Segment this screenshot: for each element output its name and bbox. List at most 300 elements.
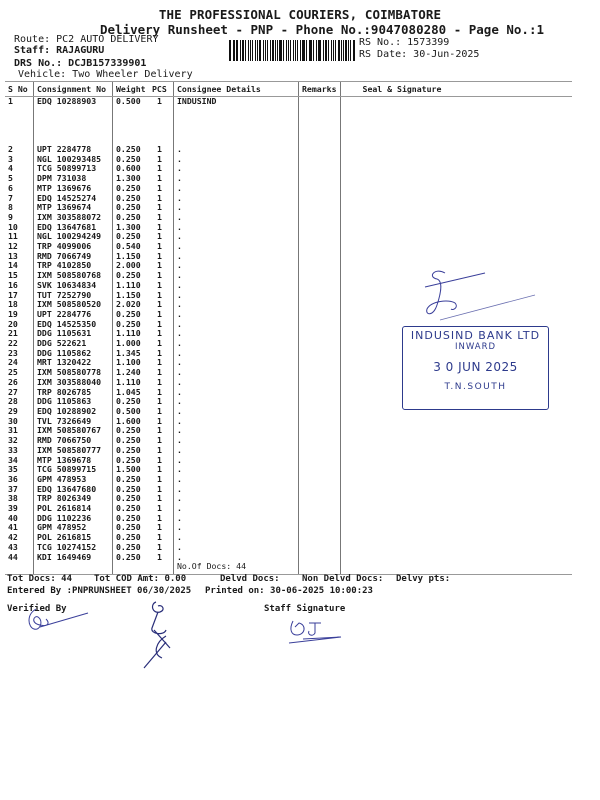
row-consignment-no: SVK 10634834	[34, 281, 113, 291]
row-weight: 1.100	[113, 358, 150, 368]
barcode-bar	[233, 40, 234, 61]
barcode-icon	[229, 40, 356, 61]
row-consignee-details: .	[174, 465, 299, 475]
row-remarks	[299, 174, 341, 184]
row-sno: 14	[8, 260, 18, 271]
row-weight: 1.500	[113, 465, 150, 475]
row-consignee-details: .	[174, 426, 299, 436]
row-consignee-details: .	[174, 456, 299, 466]
row-consignment-no: TRP 8026785	[34, 388, 113, 398]
row-remarks	[299, 223, 341, 233]
row-weight: 1.000	[113, 339, 150, 349]
barcode-bar	[297, 40, 298, 61]
row-sno: 23	[8, 347, 18, 358]
col-consignment-no: Consignment No	[34, 82, 113, 97]
row-consignment-no: EDQ 10288903	[34, 97, 113, 146]
row-consignee-details: .	[174, 320, 299, 330]
row-pcs: 1	[157, 551, 162, 562]
row-seal-signature	[340, 223, 572, 233]
barcode-bar	[250, 40, 252, 61]
row-consignee-details: .	[174, 553, 299, 563]
row-weight: 0.250	[113, 397, 150, 407]
row-pcs: 1	[157, 308, 162, 319]
row-weight: 0.250	[113, 456, 150, 466]
barcode-bar	[283, 40, 285, 61]
barcode-bar	[265, 40, 267, 61]
row-sno: 28	[8, 396, 18, 407]
row-remarks	[299, 523, 341, 533]
row-remarks	[299, 261, 341, 271]
row-sno: 3	[8, 153, 13, 164]
company-title: THE PROFESSIONAL COURIERS, COIMBATORE	[158, 7, 442, 22]
barcode-bar	[325, 40, 327, 61]
row-sno: 42	[8, 532, 18, 543]
barcode-bar	[353, 40, 355, 61]
total-cod-amount: Tot COD Amt: 0.00	[94, 574, 187, 584]
table-row	[5, 97, 572, 146]
row-consignee-details: .	[174, 242, 299, 252]
row-weight: 0.250	[113, 155, 150, 165]
row-consignee-details: .	[174, 533, 299, 543]
row-seal-signature	[340, 485, 572, 495]
barcode-bar	[248, 40, 249, 61]
row-consignment-no: POL 2616815	[34, 533, 113, 543]
barcode-bar	[229, 40, 231, 61]
row-sno: 19	[8, 308, 18, 319]
barcode-bar	[323, 40, 324, 61]
barcode-bar	[288, 40, 289, 61]
row-consignment-no: UPT 2284776	[34, 310, 113, 320]
row-weight: 1.110	[113, 329, 150, 339]
row-remarks	[299, 504, 341, 514]
row-consignment-no: EDQ 14525350	[34, 320, 113, 330]
total-docs: Tot Docs: 44	[7, 574, 73, 584]
row-sno: 16	[8, 279, 18, 290]
row-remarks	[299, 349, 341, 359]
row-weight: 1.300	[113, 174, 150, 184]
row-remarks	[299, 358, 341, 368]
row-weight: 0.250	[113, 436, 150, 446]
row-sno: 24	[8, 357, 18, 368]
row-consignee-details: .	[174, 329, 299, 339]
barcode-bar	[350, 40, 351, 61]
table-footer-row	[5, 562, 572, 575]
row-consignee-details: .	[174, 252, 299, 262]
row-consignee-details: .	[174, 174, 299, 184]
barcode-bar	[263, 40, 264, 61]
row-sno: 22	[8, 338, 18, 349]
row-sno: 41	[8, 522, 18, 533]
row-sno: 6	[8, 182, 13, 193]
row-pcs: 1	[157, 221, 162, 232]
row-weight: 0.250	[113, 203, 150, 213]
row-seal-signature	[340, 475, 572, 485]
verifier-signature-icon	[20, 605, 90, 635]
row-weight: 1.345	[113, 349, 150, 359]
row-seal-signature	[340, 436, 572, 446]
row-consignee-details: .	[174, 145, 299, 155]
row-weight: 1.150	[113, 252, 150, 262]
row-weight: 2.020	[113, 300, 150, 310]
barcode-bar	[272, 40, 274, 61]
row-consignment-no: IXM 508580768	[34, 271, 113, 281]
row-remarks	[299, 417, 341, 427]
rs-number: RS No.: 1573399	[359, 37, 450, 48]
row-consignee-details: .	[174, 446, 299, 456]
row-pcs: 1	[157, 405, 162, 416]
row-sno: 36	[8, 473, 18, 484]
row-pcs: 1	[157, 444, 162, 455]
stamp-region: T.N.SOUTH	[444, 382, 507, 392]
barcode-bar	[279, 40, 281, 61]
table-row	[5, 514, 572, 524]
row-pcs: 1	[157, 454, 162, 465]
row-sno: 2	[8, 144, 13, 154]
stamp-bank-name: INDUSIND BANK LTD	[410, 329, 541, 342]
row-seal-signature	[340, 252, 572, 262]
row-remarks	[299, 213, 341, 223]
row-weight: 0.250	[113, 485, 150, 495]
row-sno: 39	[8, 503, 18, 514]
row-pcs: 1	[157, 338, 162, 349]
row-sno: 37	[8, 483, 18, 494]
row-consignee-details: .	[174, 397, 299, 407]
row-remarks	[299, 533, 341, 543]
row-consignee-details: .	[174, 514, 299, 524]
row-pcs: 1	[157, 182, 162, 193]
row-remarks	[299, 145, 341, 155]
row-pcs: 1	[157, 299, 162, 310]
row-consignee-details: .	[174, 388, 299, 398]
row-consignment-no: EDQ 10288902	[34, 407, 113, 417]
recipient-signature-icon	[415, 265, 545, 325]
row-sno: 29	[8, 405, 18, 416]
row-weight: 0.250	[113, 184, 150, 194]
row-sno: 1	[8, 96, 13, 106]
row-consignment-no: TVL 7326649	[34, 417, 113, 427]
row-seal-signature	[340, 155, 572, 165]
row-remarks	[299, 485, 341, 495]
row-weight: 0.250	[113, 523, 150, 533]
row-weight: 0.500	[113, 97, 150, 146]
row-pcs: 1	[157, 347, 162, 358]
row-consignee-details: .	[174, 349, 299, 359]
stamp-date: 3 0 JUN 2025	[433, 360, 518, 374]
row-consignment-no: IXM 303588072	[34, 213, 113, 223]
row-seal-signature	[340, 543, 572, 553]
row-pcs: 1	[157, 532, 162, 543]
row-consignment-no: TRP 8026349	[34, 494, 113, 504]
delivery-points: Delvy pts:	[396, 574, 451, 584]
row-weight: 1.110	[113, 281, 150, 291]
row-consignment-no: IXM 508580520	[34, 300, 113, 310]
row-seal-signature	[340, 514, 572, 524]
row-sno: 10	[8, 221, 18, 232]
row-consignee-details: .	[174, 368, 299, 378]
row-weight: 2.000	[113, 261, 150, 271]
row-pcs: 1	[157, 357, 162, 368]
row-weight: 0.250	[113, 271, 150, 281]
row-seal-signature	[340, 417, 572, 427]
table-row	[5, 164, 572, 174]
vehicle-label: Vehicle: Two Wheeler Delivery	[18, 69, 193, 80]
row-remarks	[299, 456, 341, 466]
row-consignment-no: DDG 1102236	[34, 514, 113, 524]
row-sno: 21	[8, 328, 18, 339]
row-remarks	[299, 164, 341, 174]
barcode-bar	[316, 40, 317, 61]
row-sno: 32	[8, 435, 18, 446]
barcode-bar	[345, 40, 347, 61]
row-weight: 1.240	[113, 368, 150, 378]
row-sno: 38	[8, 493, 18, 504]
row-sno: 5	[8, 173, 13, 184]
col-consignee-details: Consignee Details	[174, 82, 299, 97]
row-remarks	[299, 281, 341, 291]
delivered-docs: Delvd Docs:	[220, 574, 280, 584]
row-seal-signature	[340, 426, 572, 436]
row-weight: 1.045	[113, 388, 150, 398]
rs-date: RS Date: 30-Jun-2025	[359, 49, 480, 60]
row-consignee-details: .	[174, 310, 299, 320]
row-consignment-no: IXM 508580778	[34, 368, 113, 378]
barcode-bar	[309, 40, 310, 61]
row-consignee-details: .	[174, 223, 299, 233]
row-remarks	[299, 194, 341, 204]
row-pcs: 1	[157, 328, 162, 339]
runsheet-subtitle: Delivery Runsheet - PNP - Phone No.:9047080280 - Page No.:1	[100, 22, 545, 37]
row-consignee-details: .	[174, 523, 299, 533]
staff-signature-icon	[285, 615, 350, 645]
row-seal-signature	[340, 504, 572, 514]
row-consignee-details: .	[174, 261, 299, 271]
row-weight: 1.300	[113, 223, 150, 233]
row-sno: 34	[8, 454, 18, 465]
row-weight: 0.250	[113, 543, 150, 553]
row-weight: 0.250	[113, 494, 150, 504]
row-pcs: 1	[157, 541, 162, 552]
row-consignment-no: DDG 1105862	[34, 349, 113, 359]
row-consignee-details: .	[174, 339, 299, 349]
row-consignee-details: .	[174, 475, 299, 485]
row-weight: 0.250	[113, 213, 150, 223]
row-consignment-no: TUT 7252790	[34, 291, 113, 301]
row-remarks	[299, 320, 341, 330]
row-consignment-no: UPT 2284778	[34, 145, 113, 155]
row-remarks	[299, 388, 341, 398]
row-weight: 1.150	[113, 291, 150, 301]
row-weight: 0.250	[113, 514, 150, 524]
bank-inward-stamp	[402, 326, 549, 410]
row-remarks	[299, 514, 341, 524]
row-pcs: 1	[157, 503, 162, 514]
row-consignee-details: .	[174, 436, 299, 446]
row-sno: 30	[8, 415, 18, 426]
row-weight: 0.250	[113, 194, 150, 204]
row-pcs: 1	[157, 415, 162, 426]
row-consignment-no: RMD 7066749	[34, 252, 113, 262]
row-remarks	[299, 310, 341, 320]
row-consignee-details: .	[174, 271, 299, 281]
barcode-bar	[328, 40, 329, 61]
row-consignee-details: .	[174, 300, 299, 310]
row-sno: 18	[8, 299, 18, 310]
barcode-bar	[331, 40, 332, 61]
row-seal-signature	[340, 523, 572, 533]
staff-signature-label: Staff Signature	[264, 604, 346, 614]
barcode-bar	[318, 40, 319, 61]
row-remarks	[299, 543, 341, 553]
barcode-bar	[293, 40, 295, 61]
row-remarks	[299, 368, 341, 378]
row-remarks	[299, 436, 341, 446]
row-consignment-no: DDG 1105631	[34, 329, 113, 339]
row-consignment-no: DDG 1105863	[34, 397, 113, 407]
row-remarks	[299, 494, 341, 504]
staff-label: Staff: RAJAGURU	[14, 45, 105, 56]
row-consignment-no: TRP 4102850	[34, 261, 113, 271]
row-consignee-details: .	[174, 203, 299, 213]
col-sno: S No	[5, 82, 34, 97]
table-row	[5, 465, 572, 475]
row-consignment-no: MRT 1320422	[34, 358, 113, 368]
table-row	[5, 553, 572, 563]
row-consignment-no: EDQ 13647680	[34, 485, 113, 495]
row-weight: 0.250	[113, 145, 150, 155]
row-remarks	[299, 203, 341, 213]
row-sno: 31	[8, 425, 18, 436]
row-pcs: 1	[157, 512, 162, 523]
barcode-bar	[313, 40, 314, 61]
row-sno: 40	[8, 512, 18, 523]
row-pcs: 1	[157, 493, 162, 504]
barcode-bar	[270, 40, 271, 61]
row-weight: 0.250	[113, 426, 150, 436]
row-pcs: 1	[157, 144, 162, 154]
row-consignment-no: NGL 100294249	[34, 232, 113, 242]
barcode-bar	[295, 40, 296, 61]
row-weight: 0.250	[113, 320, 150, 330]
row-consignment-no: GPM 478953	[34, 475, 113, 485]
row-remarks	[299, 242, 341, 252]
row-consignment-no: EDQ 13647681	[34, 223, 113, 233]
row-pcs: 1	[157, 211, 162, 222]
row-seal-signature	[340, 494, 572, 504]
table-header-row	[5, 82, 572, 97]
row-seal-signature	[340, 232, 572, 242]
row-remarks	[299, 155, 341, 165]
row-sno: 35	[8, 464, 18, 475]
row-consignment-no: DPM 731038	[34, 174, 113, 184]
row-consignment-no: IXM 303588040	[34, 378, 113, 388]
row-consignee-details: .	[174, 281, 299, 291]
row-pcs: 1	[157, 241, 162, 252]
row-remarks	[299, 475, 341, 485]
row-remarks	[299, 232, 341, 242]
row-consignee-details: .	[174, 291, 299, 301]
row-sno: 26	[8, 376, 18, 387]
barcode-bar	[290, 40, 291, 61]
row-consignee-details: INDUSIND	[174, 97, 299, 146]
barcode-bar	[267, 40, 268, 61]
row-weight: 1.110	[113, 378, 150, 388]
row-seal-signature	[340, 97, 572, 146]
row-consignment-no: MTP 1369678	[34, 456, 113, 466]
barcode-bar	[242, 40, 244, 61]
row-consignment-no: TCG 50899713	[34, 164, 113, 174]
row-remarks	[299, 426, 341, 436]
row-seal-signature	[340, 184, 572, 194]
barcode-bar	[319, 40, 321, 61]
row-weight: 0.600	[113, 164, 150, 174]
row-weight: 0.250	[113, 310, 150, 320]
row-consignment-no: RMD 7066750	[34, 436, 113, 446]
row-remarks	[299, 252, 341, 262]
row-pcs: 1	[157, 473, 162, 484]
row-consignment-no: EDQ 14525274	[34, 194, 113, 204]
row-consignee-details: .	[174, 485, 299, 495]
barcode-bar	[234, 40, 235, 61]
row-consignee-details: .	[174, 494, 299, 504]
row-sno: 17	[8, 289, 18, 300]
row-remarks	[299, 271, 341, 281]
row-consignee-details: .	[174, 232, 299, 242]
row-weight: 0.540	[113, 242, 150, 252]
row-consignment-no: GPM 478952	[34, 523, 113, 533]
row-sno: 4	[8, 163, 13, 174]
row-consignee-details: .	[174, 407, 299, 417]
printed-on: Printed on: 30-06-2025 10:00:23	[205, 586, 373, 596]
row-weight: 0.500	[113, 407, 150, 417]
row-seal-signature	[340, 553, 572, 563]
row-pcs: 1	[157, 464, 162, 475]
row-seal-signature	[340, 174, 572, 184]
barcode-bar	[245, 40, 246, 61]
row-weight: 0.250	[113, 232, 150, 242]
drs-number: DRS No.: DCJB157339901	[14, 58, 147, 69]
row-consignee-details: .	[174, 543, 299, 553]
barcode-bar	[255, 40, 256, 61]
row-sno: 44	[8, 551, 18, 562]
row-remarks	[299, 184, 341, 194]
barcode-bar	[341, 40, 342, 61]
row-consignee-details: .	[174, 504, 299, 514]
row-sno: 15	[8, 270, 18, 281]
row-seal-signature	[340, 145, 572, 155]
row-weight: 1.600	[113, 417, 150, 427]
row-remarks	[299, 329, 341, 339]
row-pcs: 1	[157, 367, 162, 378]
row-pcs: 1	[157, 522, 162, 533]
row-seal-signature	[340, 533, 572, 543]
row-consignee-details: .	[174, 194, 299, 204]
barcode-bar	[338, 40, 340, 61]
row-remarks	[299, 553, 341, 563]
verified-by-label: Verified By	[7, 604, 67, 614]
row-weight: 0.250	[113, 475, 150, 485]
row-pcs: 1	[157, 96, 162, 106]
row-seal-signature	[340, 456, 572, 466]
row-remarks	[299, 465, 341, 475]
row-seal-signature	[340, 203, 572, 213]
second-signature-icon	[140, 600, 180, 670]
row-pcs: 1	[157, 376, 162, 387]
row-consignee-details: .	[174, 155, 299, 165]
row-consignment-no: IXM 508580777	[34, 446, 113, 456]
row-consignment-no: TRP 4099006	[34, 242, 113, 252]
row-pcs: 1	[157, 435, 162, 446]
row-sno: 11	[8, 231, 18, 242]
